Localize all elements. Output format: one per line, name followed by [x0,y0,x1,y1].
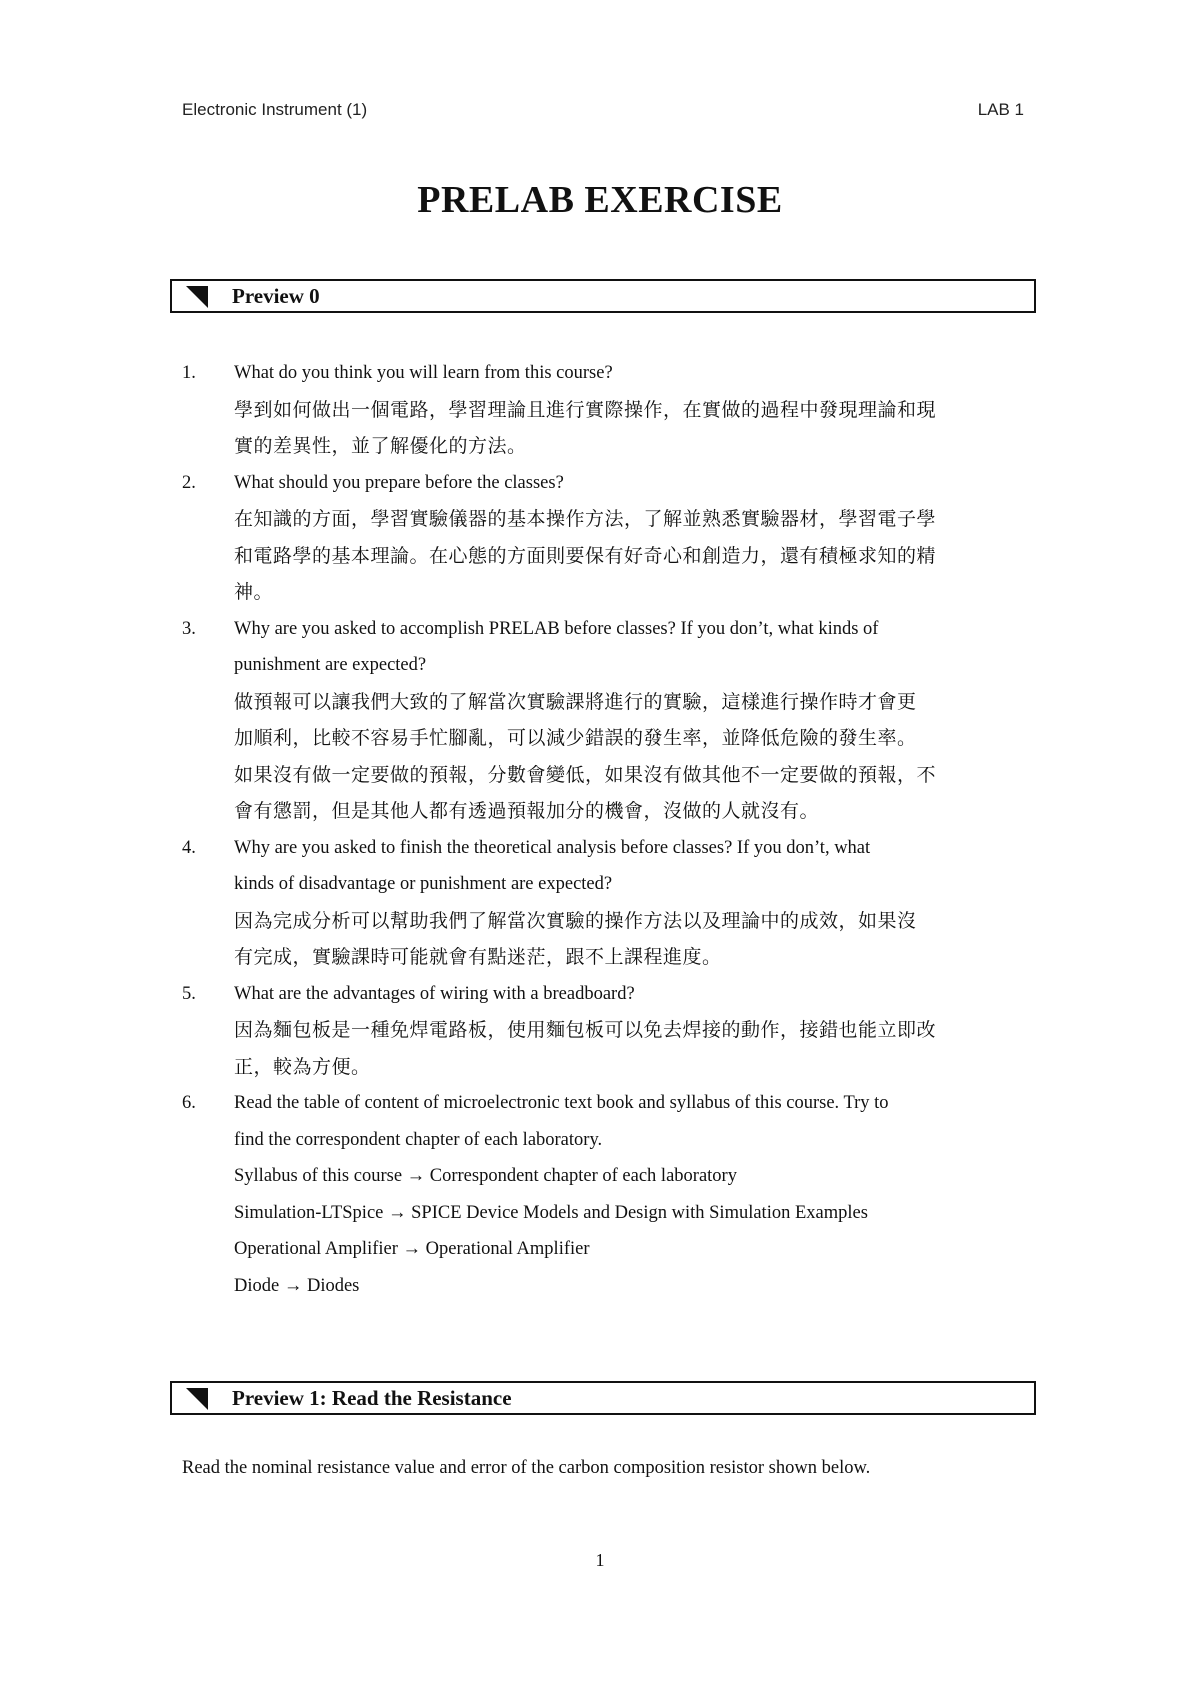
preview1-instruction: Read the nominal resistance value and error of the carbon composition resistor shown below. [182,1458,871,1478]
section-label: Preview 1: Read the Resistance [232,1386,512,1410]
question-text: What do you think you will learn from this course? [234,363,613,383]
page-header [182,100,1024,124]
answer-text: Operational Amplifier → Operational Amplifier [234,1239,590,1259]
page-number: 1 [595,1550,605,1570]
question-number: 5. [182,983,196,1004]
question-number: 2. [182,472,196,493]
answer-text: 會有懲罰，但是其他人都有透過預報加分的機會，沒做的人就沒有。 [234,800,820,822]
question-text: Read the table of content of microelectronic text book and syllabus of this course. Try to [234,1093,889,1113]
answer-text: Simulation-LTSpice → SPICE Device Models and Design with Simulation Examples [234,1202,868,1223]
lab-number: LAB 1 [977,100,1024,119]
question-text: Why are you asked to finish the theoretical analysis before classes? If you don’t, what [234,837,871,858]
question-text: punishment are expected? [234,655,427,675]
answer-text: 實的差異性，並了解優化的方法。 [234,435,527,457]
question-text: What should you prepare before the classes? [234,472,564,493]
answer-text: 因為完成分析可以幫助我們了解當次實驗的操作方法以及理論中的成效，如果沒 [234,909,917,932]
question-number: 1. [182,363,196,383]
question-number: 3. [182,618,196,639]
question-number: 4. [182,837,196,858]
question-text: find the correspondent chapter of each laboratory. [234,1129,603,1150]
triangle-marker-icon [186,286,208,308]
answer-text: 和電路學的基本理論。在心態的方面則要保有好奇心和創造力，還有積極求知的精 [234,544,937,567]
list-item [182,976,1028,1086]
list-item [182,830,1028,976]
answer-text: 加順利，比較不容易手忙腳亂，可以減少錯誤的發生率，並降低危險的發生率。 [234,727,917,749]
question-text: Why are you asked to accomplish PRELAB before classes? If you don’t, what kinds of [234,618,879,639]
question-list [182,355,1028,1304]
answer-text: 有完成，實驗課時可能就會有點迷茫，跟不上課程進度。 [234,946,722,968]
list-item [182,611,1028,830]
section-preview-0 [170,279,1036,313]
answer-text: Diode → Diodes [234,1275,360,1296]
answer-text: 在知識的方面，學習實驗儀器的基本操作方法，了解並熟悉實驗器材，學習電子學 [234,508,937,530]
section-label: Preview 0 [232,284,320,308]
course-name: Electronic Instrument (1) [182,100,368,119]
list-item [182,355,1028,465]
question-text: kinds of disadvantage or punishment are expected? [234,874,613,894]
question-text: What are the advantages of wiring with a breadboard? [234,983,635,1004]
list-item [182,465,1028,611]
answer-text: Syllabus of this course → Correspondent chapter of each laboratory [234,1166,737,1186]
answer-text: 做預報可以讓我們大致的了解當次實驗課將進行的實驗，這樣進行操作時才會更 [234,690,917,713]
section-preview-1 [170,1381,1036,1415]
answer-text: 因為麵包板是一種免焊電路板，使用麵包板可以免去焊接的動作，接錯也能立即改 [234,1019,937,1041]
answer-text: 學到如何做出一個電路，學習理論且進行實際操作，在實做的過程中發現理論和現 [234,398,937,421]
answer-text: 如果沒有做一定要做的預報，分數會變低，如果沒有做其他不一定要做的預報，不 [234,763,937,786]
page-title: PRELAB EXERCISE [417,179,783,221]
triangle-marker-icon [186,1388,208,1410]
list-item [182,1085,1028,1304]
question-number: 6. [182,1093,196,1113]
answer-text: 正，較為方便。 [234,1055,371,1078]
answer-text: 神。 [234,581,274,603]
